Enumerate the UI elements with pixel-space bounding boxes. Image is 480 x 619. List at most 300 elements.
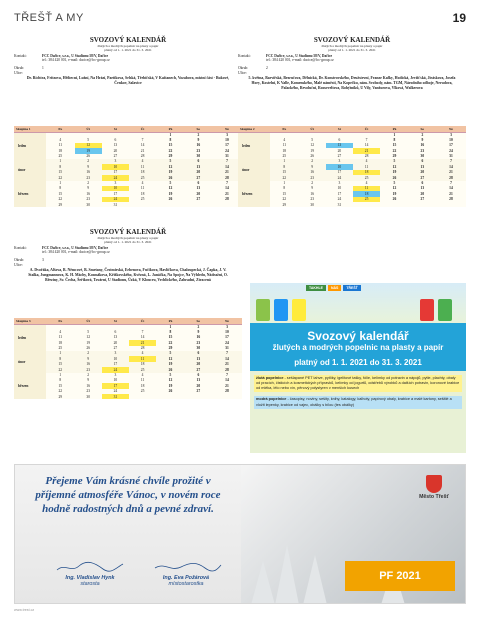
calendar-day: 28 xyxy=(212,389,242,394)
calendar-day: 17 xyxy=(212,335,242,340)
day-header: Ne xyxy=(436,126,466,132)
calendar-day: 31 xyxy=(436,154,466,159)
month-label: únor xyxy=(14,159,46,181)
district-row xyxy=(14,66,242,70)
calendar-day: 25 xyxy=(129,175,156,180)
town-logo-text: Město Třešť xyxy=(419,494,449,500)
calendar-day: 5 xyxy=(156,373,185,378)
page-number: 19 xyxy=(452,11,466,25)
calendar-day: 20 xyxy=(102,148,129,153)
calendar-day: 20 xyxy=(185,191,212,196)
calendar-day: 8 xyxy=(46,164,75,169)
district-number: 3 xyxy=(42,258,44,263)
yellow-bin-text: - sešlapané PET lahve, pytlíky, igelitové tašky, fólie, kelímky od potravin a nápojů, pytle, plachty, obaly od pracích, čisticích a kosmetických přípravků, kelímky od jogurtů, odstřebů výrobků a dalších potravin, koronové krabice od mléka, lélo nebo vín, pěnový polystyren v menších kusech xyxy=(256,376,460,391)
calendar-day xyxy=(185,202,212,207)
calendar-day xyxy=(185,394,212,399)
calendar-subtitle: žlutých a modrých popelnic na plasty a papír xyxy=(97,236,159,241)
month-label: únor xyxy=(14,351,46,373)
calendar-day: 30 xyxy=(185,346,212,351)
calendar-day: 27 xyxy=(409,197,436,202)
calendar-day: 9 xyxy=(75,378,102,383)
blue-bin-info xyxy=(254,396,462,408)
calendar-day: 23 xyxy=(299,197,326,202)
calendar-day: 26 xyxy=(156,367,185,372)
calendar-day: 11 xyxy=(46,335,75,340)
calendar-day: 12 xyxy=(156,186,185,191)
calendar-day: 14 xyxy=(436,164,466,169)
calendar-day: 16 xyxy=(75,170,102,175)
district-label: Okruh: xyxy=(238,66,249,71)
streets-list: A. Dvořáka, Alšova, B. Němcové, B. Smetany, Čestmírská, Erbenova, Fučíkova, Havlíčkova, Chaloupecká, J. Čapka, J. V. Stalka, Jungmannova, K. H. Máchy, Kosmákova, Křižkovského, Kvězná, L. Janáčka, Na Spojce, Na Výhledu, Nádražní, O. Březiny, Sv. Čecha, Šeříková, Tovární, U Stadionu, Úzká, V Kloucru, Vrchlického, Zahradní, Ztracená xyxy=(28,267,228,283)
calendar-title: SVOZOVÝ KALENDÁŘ xyxy=(313,36,391,44)
calendar-day: 21 xyxy=(129,340,156,345)
calendar-day: 23 xyxy=(299,175,326,180)
calendar-day: 23 xyxy=(409,148,436,153)
calendar-day xyxy=(380,202,409,207)
calendar-day: 26 xyxy=(156,389,185,394)
month-label: leden xyxy=(14,324,46,351)
promo-tags xyxy=(306,285,361,291)
calendar-day: 30 xyxy=(409,154,436,159)
calendar-day: 4 xyxy=(129,351,156,356)
calendar-day: 6 xyxy=(102,137,129,142)
contact-label: Kontakt: xyxy=(238,53,251,58)
calendar-day: 21 xyxy=(129,148,156,153)
day-header: Po xyxy=(46,126,75,132)
promo-tag: TŘEŠŤ xyxy=(343,285,360,291)
calendar-day: 3 xyxy=(326,159,353,164)
calendar-day: 24 xyxy=(212,340,242,345)
promo-subheading: žlutých a modrých popelnic na plasty a papír xyxy=(272,343,444,352)
streets-list: Dr. Richtra, Fritzova, Hříbecní, Lužní, Na Hrází, Partikova, Selská, Třebíčská, V Kaštanech, Vozabova, místní část - Bukové, Čenkov, Salavice xyxy=(26,75,230,85)
calendar-day: 19 xyxy=(299,148,326,153)
calendar-day: 6 xyxy=(185,373,212,378)
promo-text xyxy=(254,375,462,409)
day-header: Pá xyxy=(156,318,185,324)
calendar-day: 13 xyxy=(326,143,353,148)
blue-bin-text: - časopisy, noviny, sešity, knihy, katalogy, kalhoty, papírový obaly, krabice a malé kartony, sešitlé a vložit lepenky, krabice od vajec, obálky s bílou (tes obálky) xyxy=(256,397,452,407)
calendar-day: 19 xyxy=(380,170,409,175)
day-header: Pá xyxy=(156,126,185,132)
winter-photo xyxy=(241,465,466,604)
calendar-day: 10 xyxy=(326,186,353,191)
calendar-day: 7 xyxy=(129,329,156,334)
calendar-day: 16 xyxy=(75,362,102,367)
calendar-week-row xyxy=(14,394,242,399)
masthead-title: TŘEŠŤ A MY xyxy=(14,12,84,24)
calendar-day: 7 xyxy=(212,351,242,356)
calendar-skupina-3 xyxy=(14,226,242,406)
calendar-day: 5 xyxy=(380,181,409,186)
calendar-day xyxy=(129,394,156,399)
calendar-day: 29 xyxy=(156,346,185,351)
calendar-day: 6 xyxy=(102,329,129,334)
contact-company: FCC Dačice, s.r.o., U Stadionu 58/V, Dačice xyxy=(42,53,109,58)
calendar-day: 12 xyxy=(380,164,409,169)
calendar-day: 18 xyxy=(270,148,299,153)
district-label: Okruh: xyxy=(14,66,25,71)
calendar-day: 16 xyxy=(75,191,102,196)
calendar-day: 14 xyxy=(436,186,466,191)
calendar-day: 10 xyxy=(326,164,353,169)
day-header: Ne xyxy=(212,318,242,324)
yellow-bin-info xyxy=(254,375,462,392)
contact-company: FCC Dačice, s.r.o., U Stadionu 58/V, Dačice xyxy=(266,53,333,58)
calendar-day: 29 xyxy=(270,202,299,207)
calendar-day: 17 xyxy=(102,191,129,196)
calendar-day: 1 xyxy=(46,373,75,378)
table-label: Skupina 2 xyxy=(238,126,270,132)
table-label: Skupina 3 xyxy=(14,318,46,324)
calendar-day: 20 xyxy=(185,383,212,388)
calendar-table xyxy=(238,126,466,207)
calendar-day: 1 xyxy=(46,159,75,164)
district-number: 2 xyxy=(266,66,268,71)
calendar-day: 13 xyxy=(185,378,212,383)
calendar-day: 26 xyxy=(156,175,185,180)
calendar-day: 13 xyxy=(185,186,212,191)
calendar-day: 19 xyxy=(156,383,185,388)
calendar-day: 31 xyxy=(212,154,242,159)
calendar-day: 25 xyxy=(46,154,75,159)
month-label: únor xyxy=(238,159,270,181)
calendar-day: 24 xyxy=(212,148,242,153)
calendar-day: 21 xyxy=(353,148,380,153)
signer-1 xyxy=(45,575,135,587)
calendar-day: 6 xyxy=(409,181,436,186)
calendar-day: 7 xyxy=(212,181,242,186)
calendar-day: 24 xyxy=(102,367,129,372)
month-label: březen xyxy=(238,181,270,208)
calendar-day: 15 xyxy=(46,170,75,175)
calendar-day: 22 xyxy=(46,197,75,202)
calendar-day: 6 xyxy=(185,351,212,356)
calendar-day: 8 xyxy=(46,186,75,191)
contact-label: Kontakt: xyxy=(14,245,27,250)
calendar-day: 22 xyxy=(380,148,409,153)
calendar-day: 23 xyxy=(185,148,212,153)
calendar-day: 5 xyxy=(75,329,102,334)
calendar-day: 20 xyxy=(409,170,436,175)
calendar-day: 12 xyxy=(75,143,102,148)
calendar-day: 27 xyxy=(102,346,129,351)
calendar-week-row xyxy=(238,202,466,207)
calendar-day: 19 xyxy=(156,170,185,175)
day-header: St xyxy=(102,318,129,324)
calendar-day: 6 xyxy=(409,159,436,164)
calendar-day xyxy=(156,394,185,399)
contact-company: FCC Dačice, s.r.o., U Stadionu 58/V, Dačice xyxy=(42,245,109,250)
calendar-day: 27 xyxy=(185,175,212,180)
calendar-day: 25 xyxy=(270,154,299,159)
calendar-day: 30 xyxy=(75,394,102,399)
calendar-day: 28 xyxy=(129,346,156,351)
promo-date: platný od 1. 1. 2021 do 31. 3. 2021 xyxy=(294,358,422,367)
calendar-day: 10 xyxy=(102,378,129,383)
calendar-day: 4 xyxy=(46,329,75,334)
masthead xyxy=(14,12,466,28)
calendar-day: 19 xyxy=(380,191,409,196)
streets-label: Ulice: xyxy=(14,71,23,76)
calendar-day: 13 xyxy=(409,186,436,191)
day-header: So xyxy=(185,126,212,132)
calendar-day: 5 xyxy=(156,351,185,356)
calendar-day: 4 xyxy=(353,159,380,164)
calendar-day: 31 xyxy=(102,394,129,399)
day-header: Ne xyxy=(212,126,242,132)
calendar-day: 13 xyxy=(185,356,212,361)
calendar-day: 21 xyxy=(212,191,242,196)
calendar-day: 13 xyxy=(185,164,212,169)
calendar-day: 13 xyxy=(409,164,436,169)
calendar-title: SVOZOVÝ KALENDÁŘ xyxy=(89,228,167,236)
calendar-day: 1 xyxy=(380,132,409,137)
calendar-day: 19 xyxy=(75,340,102,345)
calendar-day: 29 xyxy=(156,154,185,159)
month-label: leden xyxy=(14,132,46,159)
calendar-day: 26 xyxy=(299,154,326,159)
day-header: Čt xyxy=(129,126,156,132)
calendar-day: 7 xyxy=(436,181,466,186)
calendar-day: 22 xyxy=(46,367,75,372)
contact-details: tel.: 384 420 001, e-mail: dacice@fcc-group.cz xyxy=(266,57,334,62)
calendar-day: 17 xyxy=(102,383,129,388)
calendar-day: 24 xyxy=(326,197,353,202)
greeting-card xyxy=(14,464,466,604)
calendar-day: 31 xyxy=(102,202,129,207)
calendar-day: 11 xyxy=(129,164,156,169)
calendar-day: 10 xyxy=(212,329,242,334)
calendar-day: 22 xyxy=(46,175,75,180)
calendar-day: 23 xyxy=(185,340,212,345)
calendar-day: 12 xyxy=(75,335,102,340)
calendar-day: 7 xyxy=(212,373,242,378)
calendar-day: 29 xyxy=(46,394,75,399)
calendar-day: 21 xyxy=(212,170,242,175)
calendar-day: 8 xyxy=(380,137,409,142)
contact-row xyxy=(238,54,466,63)
calendar-table xyxy=(14,318,242,399)
calendar-day: 2 xyxy=(185,324,212,329)
contact-label: Kontakt: xyxy=(14,53,27,58)
calendar-day: 4 xyxy=(46,137,75,142)
signer-2-name: Ing. Eva Požárová xyxy=(162,575,210,581)
promo-tag: TAKHLE xyxy=(306,285,326,291)
calendar-day: 25 xyxy=(129,389,156,394)
calendar-day: 25 xyxy=(129,197,156,202)
calendar-day: 24 xyxy=(326,175,353,180)
calendar-day: 22 xyxy=(270,175,299,180)
calendar-subtitle: žlutých a modrých popelnic na plasty a papír xyxy=(97,44,159,49)
calendar-day: 11 xyxy=(270,143,299,148)
calendar-day: 7 xyxy=(212,159,242,164)
day-header: Pá xyxy=(380,126,409,132)
calendar-day: 11 xyxy=(353,186,380,191)
calendar-day: 24 xyxy=(102,197,129,202)
calendar-day: 2 xyxy=(299,181,326,186)
calendar-day: 21 xyxy=(212,383,242,388)
calendar-day: 27 xyxy=(102,154,129,159)
calendar-day: 19 xyxy=(156,362,185,367)
calendar-day: 12 xyxy=(299,143,326,148)
day-header: Út xyxy=(75,318,102,324)
town-logo xyxy=(407,475,461,505)
month-label: březen xyxy=(14,181,46,208)
calendar-day: 15 xyxy=(46,191,75,196)
table-label: Skupina 1 xyxy=(14,126,46,132)
calendar-day: 14 xyxy=(212,186,242,191)
day-header: Čt xyxy=(353,126,380,132)
calendar-day: 18 xyxy=(353,191,380,196)
calendar-day: 22 xyxy=(156,340,185,345)
day-header: Po xyxy=(46,318,75,324)
calendar-day: 13 xyxy=(102,143,129,148)
calendar-day: 7 xyxy=(129,137,156,142)
calendar-day: 25 xyxy=(129,367,156,372)
contact-row xyxy=(14,246,242,255)
calendar-day: 14 xyxy=(129,143,156,148)
signer-1-role: starosta xyxy=(80,581,100,587)
calendar-day: 8 xyxy=(270,186,299,191)
calendar-day: 2 xyxy=(75,159,102,164)
day-header: So xyxy=(409,126,436,132)
calendar-day: 10 xyxy=(102,186,129,191)
calendar-day: 17 xyxy=(212,143,242,148)
contact-details: tel.: 384 420 001, e-mail: dacice@fcc-group.cz xyxy=(42,57,110,62)
day-header: Út xyxy=(299,126,326,132)
calendar-day: 1 xyxy=(46,351,75,356)
calendar-day: 8 xyxy=(270,164,299,169)
calendar-day: 30 xyxy=(299,202,326,207)
calendar-day: 18 xyxy=(129,383,156,388)
district-label: Okruh: xyxy=(14,258,25,263)
calendar-day: 28 xyxy=(436,197,466,202)
calendar-day: 16 xyxy=(409,143,436,148)
calendar-day: 14 xyxy=(212,356,242,361)
calendar-week-row xyxy=(14,202,242,207)
calendar-day: 15 xyxy=(46,383,75,388)
calendar-day: 20 xyxy=(102,340,129,345)
calendar-day: 10 xyxy=(436,137,466,142)
calendar-day: 8 xyxy=(156,137,185,142)
calendar-table xyxy=(14,126,242,207)
calendar-day: 9 xyxy=(75,356,102,361)
calendar-day: 10 xyxy=(212,137,242,142)
calendar-day: 21 xyxy=(436,191,466,196)
greeting-text: Přejeme Vám krásné chvíle prožité v příjemné atmosféře Vánoc, v novém roce hodně radostných dnů a pevné zdraví. xyxy=(35,475,221,515)
calendar-day: 1 xyxy=(46,181,75,186)
day-header: Po xyxy=(270,126,299,132)
calendar-day: 4 xyxy=(129,159,156,164)
calendar-day: 15 xyxy=(380,143,409,148)
calendar-day: 29 xyxy=(46,202,75,207)
calendar-day: 25 xyxy=(46,346,75,351)
calendar-day: 17 xyxy=(326,191,353,196)
calendar-day: 2 xyxy=(75,351,102,356)
calendar-day: 25 xyxy=(353,175,380,180)
calendar-day: 3 xyxy=(102,351,129,356)
calendar-day: 23 xyxy=(75,367,102,372)
calendar-day: 18 xyxy=(46,148,75,153)
calendar-day: 19 xyxy=(75,148,102,153)
calendar-day: 3 xyxy=(102,159,129,164)
day-header: St xyxy=(102,126,129,132)
calendar-day: 27 xyxy=(185,197,212,202)
calendar-day: 3 xyxy=(436,132,466,137)
calendar-day: 26 xyxy=(380,175,409,180)
calendar-day: 17 xyxy=(102,362,129,367)
calendar-day: 2 xyxy=(409,132,436,137)
streets-list: 5. května, Barvířská, Bezručova, Dělnická, Dr. Konstrovského, Družstevní, Franze Kafky, Hodická, Jevišťská, Jiráskova, Josefa Hory, Kostelní, K Valle, Komenského, Malé náměstí, Na Kopečku, nám. Svobody, nám. TGM, Národního odboje, Nerudova, Palackého, Revoluční, Rooseveltova, Rohýtníků, U Vily, Vanžurova, Vlková, Walkerova xyxy=(248,75,456,91)
promo-tag: NÁS xyxy=(328,285,341,291)
calendar-day: 29 xyxy=(380,154,409,159)
calendar-day: 9 xyxy=(299,164,326,169)
calendar-day: 9 xyxy=(299,186,326,191)
streets-label: Ulice: xyxy=(14,263,23,268)
promo-banner xyxy=(250,323,466,371)
calendar-day: 2 xyxy=(75,181,102,186)
calendar-day: 7 xyxy=(436,159,466,164)
calendar-day: 1 xyxy=(270,181,299,186)
calendar-day: 16 xyxy=(185,143,212,148)
calendar-day: 28 xyxy=(212,175,242,180)
calendar-day: 20 xyxy=(409,191,436,196)
calendar-day: 25 xyxy=(353,197,380,202)
calendar-day: 30 xyxy=(185,154,212,159)
calendar-day: 1 xyxy=(270,159,299,164)
calendar-skupina-1 xyxy=(14,34,242,214)
calendar-day xyxy=(436,202,466,207)
calendar-day: 27 xyxy=(185,389,212,394)
calendar-day: 9 xyxy=(185,137,212,142)
calendar-day: 15 xyxy=(270,170,299,175)
calendar-day: 17 xyxy=(326,170,353,175)
calendar-day: 4 xyxy=(353,181,380,186)
calendar-day: 3 xyxy=(326,181,353,186)
calendar-day: 5 xyxy=(75,137,102,142)
calendar-skupina-2 xyxy=(238,34,466,214)
calendar-day: 11 xyxy=(46,143,75,148)
signature-1-icon xyxy=(55,561,125,573)
calendar-day: 16 xyxy=(299,191,326,196)
calendar-day: 1 xyxy=(156,324,185,329)
calendar-day: 11 xyxy=(129,378,156,383)
calendar-day: 8 xyxy=(46,378,75,383)
calendar-day: 4 xyxy=(129,373,156,378)
calendar-day: 13 xyxy=(102,335,129,340)
calendar-day: 31 xyxy=(326,202,353,207)
calendar-validity: platný od 1. 1. 2021 do 31. 3. 2021 xyxy=(104,240,152,245)
yellow-bin-label: žlutá popelnice xyxy=(256,376,284,380)
calendar-day: 5 xyxy=(299,137,326,142)
streets-label: Ulice: xyxy=(238,71,247,76)
calendar-day: 11 xyxy=(129,186,156,191)
month-label: leden xyxy=(238,132,270,159)
calendar-day: 5 xyxy=(156,181,185,186)
district-row xyxy=(14,258,242,262)
calendar-day xyxy=(212,394,242,399)
calendar-day: 1 xyxy=(156,132,185,137)
calendar-day: 22 xyxy=(270,197,299,202)
calendar-day: 30 xyxy=(75,202,102,207)
calendar-day: 20 xyxy=(326,148,353,153)
calendar-day: 8 xyxy=(156,329,185,334)
calendar-day: 18 xyxy=(46,340,75,345)
calendar-day: 10 xyxy=(102,356,129,361)
calendar-day: 18 xyxy=(353,170,380,175)
calendar-day: 9 xyxy=(185,329,212,334)
calendar-day: 24 xyxy=(102,175,129,180)
